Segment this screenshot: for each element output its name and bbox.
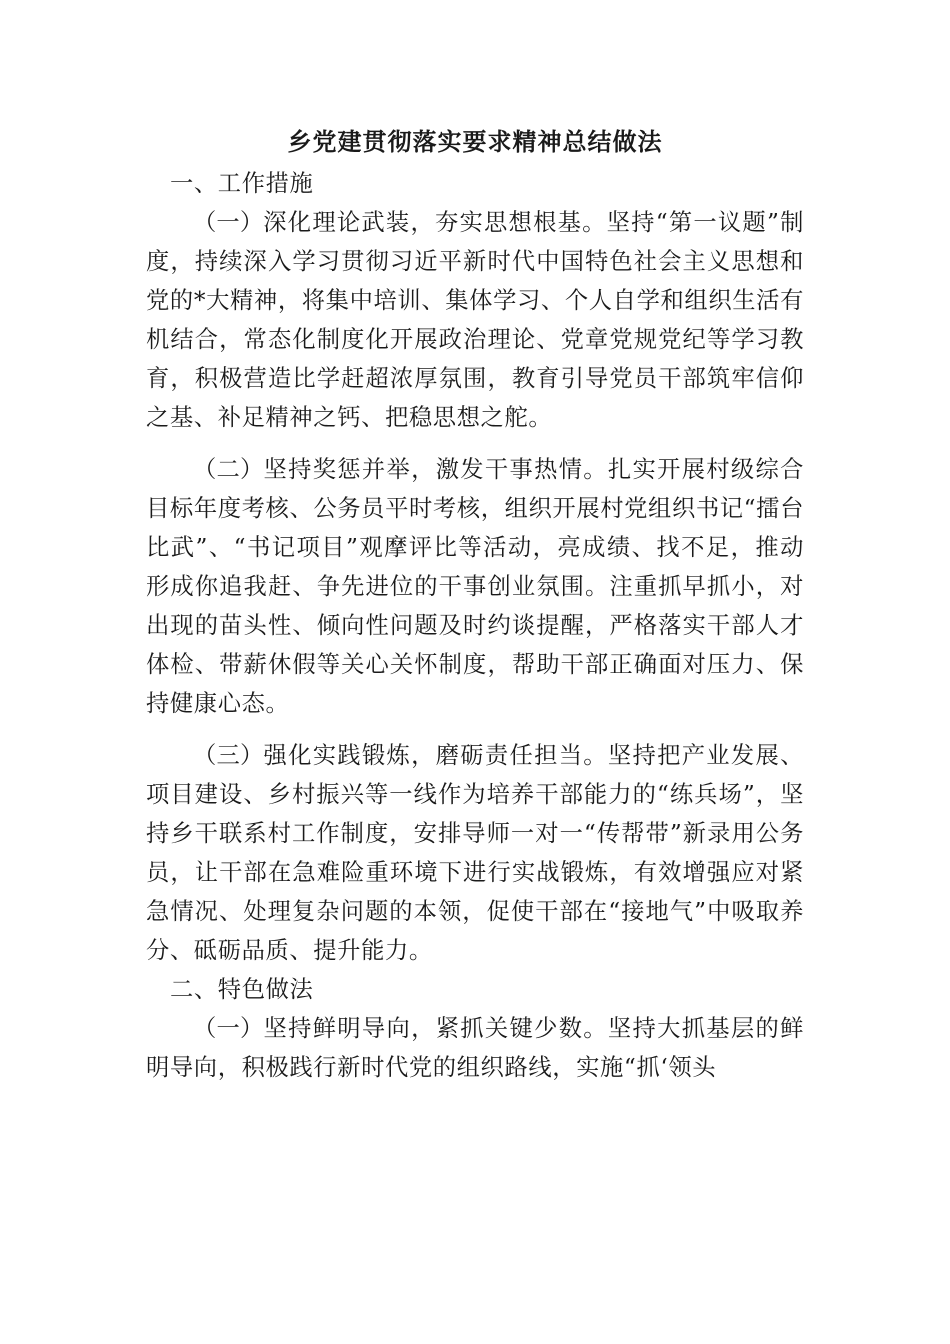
paragraph-text: 坚持奖惩并举，激发干事热情。扎实开展村级综合目标年度考核、公务员平时考核，组织开展村党组织书记“擂台比武”、“书记项目”观摩评比等活动，亮成绩、找不足，推动形成你追我赶、争先进位的干事创业氛围。注重抓早抓小，对出现的苗头性、倾向性问题及时约谈提醒，严格落实干部人才体检、带薪休假等关心关怀制度，帮助干部正确面对压力、保持健康心态。 xyxy=(146,456,804,717)
paragraph-practice-training xyxy=(146,736,804,970)
section-heading-featured-practices: 二、特色做法 xyxy=(170,976,314,1003)
paragraph-text: 深化理论武装，夯实思想根基。坚持“第一议题”制度，持续深入学习贯彻习近平新时代中国特色社会主义思想和党的*大精神，将集中培训、集体学习、个人自学和组织生活有机结合，常态化制度化开展政治理论、党章党规党纪等学习教育，积极营造比学赶超浓厚氛围，教育引导党员干部筑牢信仰之基、补足精神之钙、把稳思想之舵。 xyxy=(146,209,804,431)
paragraph-rewards-penalties xyxy=(146,450,804,723)
paragraph-clear-orientation xyxy=(146,1009,804,1087)
document-title: 乡党建贯彻落实要求精神总结做法 xyxy=(287,127,663,156)
paragraph-label: （三） xyxy=(193,742,264,769)
section-heading-work-measures: 一、工作措施 xyxy=(170,170,314,197)
paragraph-label: （一） xyxy=(193,209,264,236)
paragraph-text: 强化实践锻炼，磨砺责任担当。坚持把产业发展、项目建设、乡村振兴等一线作为培养干部能力的“练兵场”，坚持乡干联系村工作制度，安排导师一对一“传帮带”新录用公务员，让干部在急难险重环境下进行实战锻炼，有效增强应对紧急情况、处理复杂问题的本领，促使干部在“接地气”中吸取养分、砥砺品质、提升能力。 xyxy=(146,742,804,964)
paragraph-label: （一） xyxy=(193,1015,264,1042)
paragraph-theory-armament xyxy=(146,203,804,437)
document-body xyxy=(146,164,804,1087)
paragraph-label: （二） xyxy=(193,456,264,483)
paragraph-text: 坚持鲜明导向，紧抓关键少数。坚持大抓基层的鲜明导向，积极践行新时代党的组织路线，实施“抓‘领头 xyxy=(146,1015,804,1081)
